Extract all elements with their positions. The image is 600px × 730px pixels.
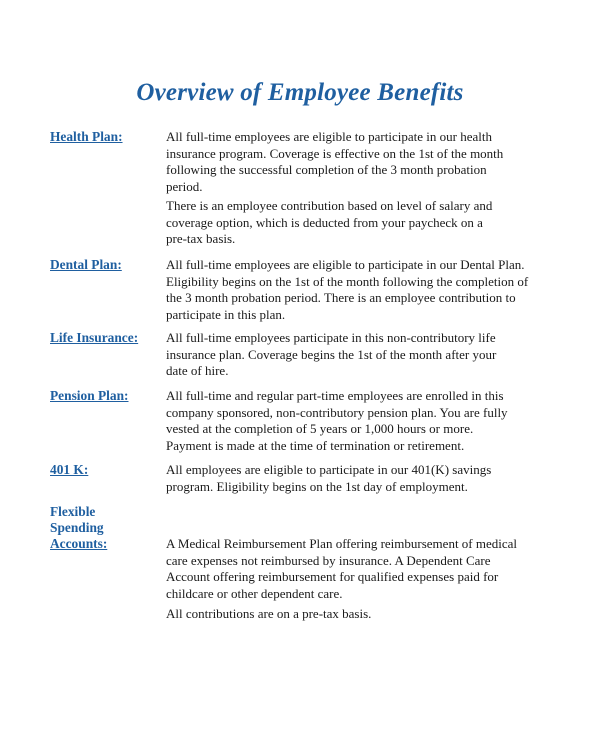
text-line: All full-time employees participate in this non-contributory life	[166, 330, 496, 345]
text-line: A Medical Reimbursement Plan offering reimbursement of medical	[166, 536, 518, 551]
label-line: Accounts:	[50, 536, 108, 551]
text-line: period.	[166, 178, 203, 194]
section-label-dental-plan: Dental Plan:	[50, 257, 122, 272]
dental-plan-paragraph	[166, 257, 566, 323]
text-line: All full-time employees are eligible to participate in our Dental Plan.	[166, 257, 525, 272]
text-line: insurance plan. Coverage begins the 1st of the month after your	[166, 346, 497, 362]
section-label-health-plan: Health Plan:	[50, 129, 123, 144]
text-line: participate in this plan.	[166, 306, 286, 322]
label-line: Flexible	[50, 504, 96, 519]
flexible-spending-paragraph-2	[166, 606, 566, 623]
text-line: Account offering reimbursement for qualified expenses paid for	[166, 569, 499, 585]
document-title: Overview of Employee Benefits	[136, 79, 464, 106]
text-line: the 3 month probation period. There is an employee contribution to	[166, 290, 516, 306]
label-line: Spending	[50, 520, 104, 535]
401k-paragraph	[166, 462, 566, 495]
section-label-life-insurance: Life Insurance:	[50, 330, 139, 345]
text-line: vested at the completion of 5 years or 1,000 hours or more.	[166, 421, 474, 437]
text-line: company sponsored, non-contributory pension plan. You are fully	[166, 404, 508, 420]
text-line: coverage option, which is deducted from your paycheck on a	[166, 214, 483, 230]
pension-plan-paragraph	[166, 388, 566, 454]
text-line: pre-tax basis.	[166, 231, 236, 247]
text-line: insurance program. Coverage is effective on the 1st of the month	[166, 145, 504, 161]
text-line: There is an employee contribution based on level of salary and	[166, 198, 493, 213]
text-line: Eligibility begins on the 1st of the month following the completion of	[166, 273, 529, 289]
section-label-401k: 401 K:	[50, 462, 89, 477]
text-line: Payment is made at the time of termination or retirement.	[166, 437, 465, 453]
text-line: childcare or other dependent care.	[166, 585, 343, 601]
text-line: program. Eligibility begins on the 1st day of employment.	[166, 478, 468, 494]
text-line: All contributions are on a pre-tax basis.	[166, 606, 372, 621]
life-insurance-paragraph	[166, 330, 566, 380]
text-line: care expenses not reimbursed by insurance. A Dependent Care	[166, 552, 491, 568]
text-line: All full-time and regular part-time employees are enrolled in this	[166, 388, 504, 403]
text-line: All employees are eligible to participate in our 401(K) savings	[166, 462, 492, 477]
section-label-flexible-spending-accounts	[50, 504, 107, 552]
health-plan-paragraph-2	[166, 198, 566, 248]
health-plan-paragraph-1	[166, 129, 566, 195]
text-line: date of hire.	[166, 363, 229, 379]
text-line: All full-time employees are eligible to participate in our health	[166, 129, 492, 144]
flexible-spending-paragraph-1	[166, 536, 566, 602]
text-line: following the successful completion of the 3 month probation	[166, 162, 487, 178]
section-label-pension-plan: Pension Plan:	[50, 388, 129, 403]
